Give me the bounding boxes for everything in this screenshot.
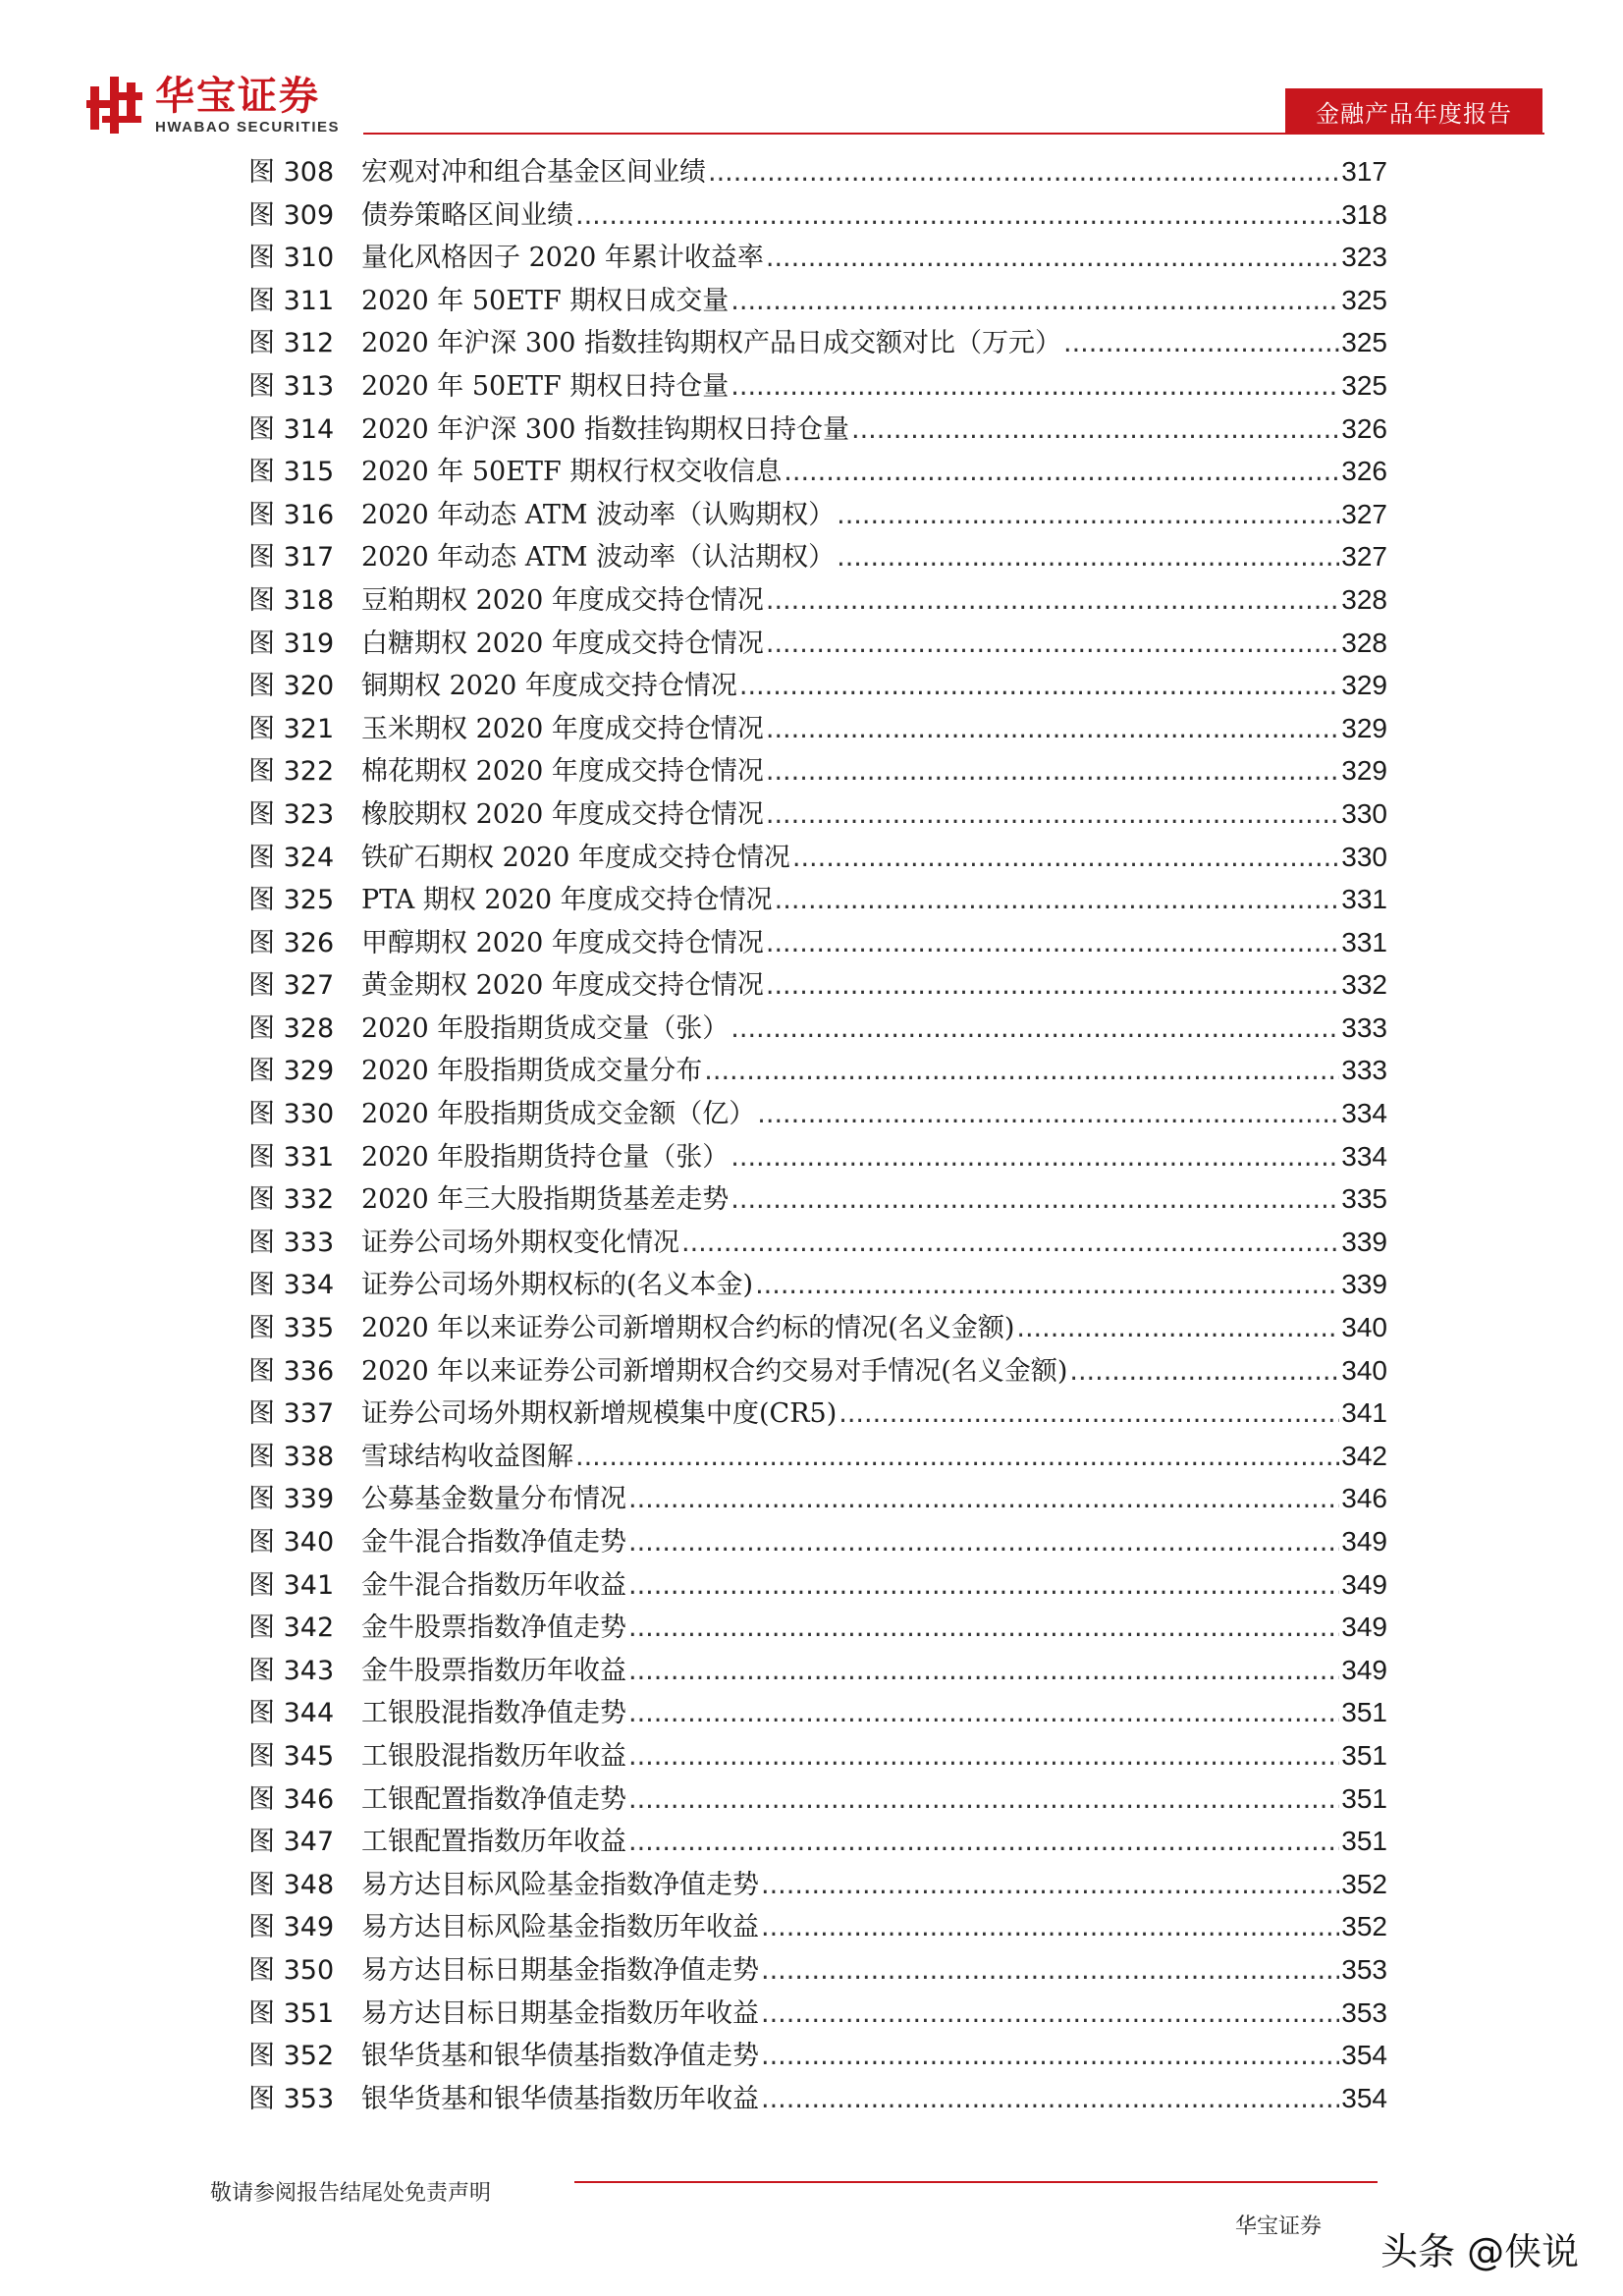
toc-page-number: 349 <box>1341 1654 1387 1685</box>
toc-leader-dots <box>730 1136 1339 1179</box>
toc-figure-number: 图 325 <box>248 885 335 916</box>
toc-figure-title: 易方达目标风险基金指数历年收益 <box>361 1912 759 1943</box>
toc-entry[interactable] <box>248 578 1387 622</box>
toc-entry[interactable] <box>248 793 1387 836</box>
toc-page-number: 325 <box>1341 284 1387 315</box>
toc-figure-title: 银华货基和银华债基指数净值走势 <box>361 2041 759 2072</box>
toc-entry[interactable] <box>248 408 1387 451</box>
toc-leader-dots <box>575 194 1339 238</box>
toc-leader-dots <box>766 579 1339 623</box>
toc-figure-title: 工银股混指数净值走势 <box>361 1698 626 1729</box>
toc-entry[interactable] <box>248 1392 1387 1435</box>
toc-leader-dots <box>755 1264 1339 1307</box>
toc-page-number: 327 <box>1341 498 1387 529</box>
toc-figure-number: 图 348 <box>248 1869 335 1900</box>
toc-page-number: 317 <box>1341 156 1387 187</box>
toc-figure-number: 图 338 <box>248 1441 335 1472</box>
toc-figure-number: 图 339 <box>248 1484 335 1515</box>
figure-index-list <box>248 150 1387 2119</box>
toc-page-number: 352 <box>1341 1868 1387 1899</box>
toc-entry[interactable] <box>248 1177 1387 1221</box>
toc-figure-number: 图 308 <box>248 157 335 188</box>
toc-figure-number: 图 321 <box>248 713 335 744</box>
toc-leader-dots <box>766 623 1339 666</box>
toc-entry[interactable] <box>248 1349 1387 1393</box>
toc-leader-dots <box>837 536 1339 579</box>
toc-leader-dots <box>766 708 1339 751</box>
toc-figure-number: 图 350 <box>248 1954 335 1986</box>
toc-leader-dots <box>628 1607 1339 1650</box>
toc-entry[interactable] <box>248 2077 1387 2120</box>
toc-figure-title: 2020 年沪深 300 指数挂钩期权日持仓量 <box>361 413 849 445</box>
toc-leader-dots <box>839 1393 1339 1436</box>
toc-figure-number: 图 333 <box>248 1227 335 1258</box>
toc-entry[interactable] <box>248 236 1387 279</box>
toc-entry[interactable] <box>248 1820 1387 1863</box>
toc-figure-number: 图 336 <box>248 1355 335 1387</box>
toc-figure-title: 债券策略区间业绩 <box>361 199 573 231</box>
toc-figure-number: 图 353 <box>248 2083 335 2114</box>
toc-entry[interactable] <box>248 1948 1387 1992</box>
hwabao-logo-icon <box>86 73 147 137</box>
toc-leader-dots <box>628 1564 1339 1608</box>
toc-page-number: 333 <box>1341 1011 1387 1043</box>
toc-figure-title: 量化风格因子 2020 年累计收益率 <box>361 243 764 274</box>
toc-page-number: 353 <box>1341 1953 1387 1985</box>
toc-figure-title: 宏观对冲和组合基金区间业绩 <box>361 157 706 188</box>
toc-leader-dots <box>784 451 1339 494</box>
toc-figure-title: 2020 年 50ETF 期权行权交收信息 <box>361 457 783 488</box>
toc-entry[interactable] <box>248 1520 1387 1563</box>
toc-entry[interactable] <box>248 1905 1387 1948</box>
toc-figure-title: 2020 年股指期货成交量（张） <box>361 1012 730 1044</box>
toc-page-number: 340 <box>1341 1312 1387 1343</box>
toc-leader-dots <box>761 1949 1339 1993</box>
toc-page-number: 351 <box>1341 1826 1387 1857</box>
toc-page-number: 332 <box>1341 969 1387 1001</box>
toc-figure-number: 图 332 <box>248 1184 335 1216</box>
toc-figure-number: 图 314 <box>248 413 335 445</box>
toc-page-number: 318 <box>1341 198 1387 230</box>
toc-entry[interactable] <box>248 1221 1387 1264</box>
toc-entry[interactable] <box>248 1477 1387 1520</box>
toc-leader-dots <box>628 1650 1339 1693</box>
toc-figure-number: 图 324 <box>248 842 335 873</box>
toc-figure-title: 2020 年沪深 300 指数挂钩期权产品日成交额对比（万元） <box>361 328 1061 359</box>
toc-page-number: 323 <box>1341 242 1387 273</box>
toc-page-number: 339 <box>1341 1269 1387 1300</box>
toc-figure-title: 2020 年三大股指期货基差走势 <box>361 1184 730 1216</box>
toc-page-number: 351 <box>1341 1739 1387 1771</box>
toc-page-number: 328 <box>1341 627 1387 658</box>
toc-leader-dots <box>575 1436 1339 1479</box>
toc-entry[interactable] <box>248 493 1387 536</box>
toc-page-number: 335 <box>1341 1183 1387 1215</box>
toc-entry[interactable] <box>248 279 1387 322</box>
toc-figure-title: 雪球结构收益图解 <box>361 1441 573 1472</box>
toc-figure-number: 图 329 <box>248 1056 335 1087</box>
toc-figure-number: 图 316 <box>248 499 335 530</box>
toc-figure-title: 2020 年以来证券公司新增期权合约标的情况(名义金额) <box>361 1313 1015 1344</box>
toc-figure-number: 图 320 <box>248 671 335 702</box>
toc-entry[interactable] <box>248 749 1387 793</box>
toc-figure-title: 工银配置指数净值走势 <box>361 1783 626 1815</box>
toc-entry[interactable] <box>248 707 1387 750</box>
toc-leader-dots <box>628 1478 1339 1521</box>
company-logo <box>86 71 340 139</box>
toc-entry[interactable] <box>248 2034 1387 2077</box>
toc-entry[interactable] <box>248 1092 1387 1135</box>
toc-figure-title: 2020 年动态 ATM 波动率（认沽期权） <box>361 542 836 574</box>
toc-page-number: 330 <box>1341 841 1387 872</box>
toc-page-number: 333 <box>1341 1055 1387 1086</box>
toc-leader-dots <box>628 1521 1339 1564</box>
toc-figure-number: 图 347 <box>248 1827 335 1858</box>
toc-figure-title: 2020 年股指期货持仓量（张） <box>361 1141 730 1173</box>
toc-figure-title: 易方达目标日期基金指数净值走势 <box>361 1954 759 1986</box>
toc-entry[interactable] <box>248 1777 1387 1821</box>
toc-leader-dots <box>837 494 1339 537</box>
toc-figure-number: 图 331 <box>248 1141 335 1173</box>
toc-leader-dots <box>766 793 1339 837</box>
toc-entry[interactable] <box>248 321 1387 364</box>
toc-page-number: 329 <box>1341 670 1387 701</box>
logo-text <box>155 74 340 137</box>
toc-figure-number: 图 344 <box>248 1698 335 1729</box>
toc-entry[interactable] <box>248 1863 1387 1906</box>
toc-leader-dots <box>851 409 1339 452</box>
toc-leader-dots <box>730 280 1339 323</box>
report-type-tag: 金融产品年度报告 <box>1285 88 1542 135</box>
toc-figure-number: 图 317 <box>248 542 335 574</box>
toc-leader-dots <box>766 750 1339 793</box>
toc-page-number: 351 <box>1341 1697 1387 1728</box>
toc-leader-dots <box>761 1993 1339 2036</box>
toc-figure-number: 图 315 <box>248 457 335 488</box>
toc-leader-dots <box>730 1008 1339 1051</box>
toc-leader-dots <box>775 879 1340 922</box>
toc-figure-title: 白糖期权 2020 年度成交持仓情况 <box>361 628 764 659</box>
toc-entry[interactable] <box>248 1306 1387 1349</box>
toc-page-number: 354 <box>1341 2040 1387 2071</box>
toc-figure-title: 甲醇期权 2020 年度成交持仓情况 <box>361 927 764 958</box>
toc-figure-title: 2020 年以来证券公司新增期权合约交易对手情况(名义金额) <box>361 1355 1068 1387</box>
toc-figure-number: 图 351 <box>248 1997 335 2029</box>
toc-figure-title: 金牛股票指数净值走势 <box>361 1613 626 1644</box>
toc-leader-dots <box>681 1222 1339 1265</box>
toc-figure-title: 易方达目标日期基金指数历年收益 <box>361 1997 759 2029</box>
toc-leader-dots <box>1016 1307 1339 1350</box>
toc-entry[interactable] <box>248 1734 1387 1777</box>
toc-figure-number: 图 309 <box>248 199 335 231</box>
toc-figure-number: 图 311 <box>248 285 335 316</box>
toc-figure-number: 图 327 <box>248 970 335 1002</box>
toc-leader-dots <box>766 964 1339 1008</box>
toc-page-number: 346 <box>1341 1483 1387 1514</box>
toc-figure-title: 2020 年 50ETF 期权日成交量 <box>361 285 730 316</box>
toc-figure-title: 2020 年 50ETF 期权日持仓量 <box>361 370 730 402</box>
toc-entry[interactable] <box>248 1606 1387 1649</box>
toc-page-number: 334 <box>1341 1098 1387 1129</box>
toc-figure-number: 图 352 <box>248 2041 335 2072</box>
toc-figure-title: 易方达目标风险基金指数净值走势 <box>361 1869 759 1900</box>
toc-page-number: 328 <box>1341 583 1387 615</box>
toc-leader-dots <box>739 665 1339 708</box>
toc-page-number: 329 <box>1341 712 1387 743</box>
toc-entry[interactable] <box>248 664 1387 707</box>
toc-entry[interactable] <box>248 1049 1387 1092</box>
toc-entry[interactable] <box>248 622 1387 665</box>
toc-figure-number: 图 346 <box>248 1783 335 1815</box>
toc-figure-number: 图 335 <box>248 1313 335 1344</box>
watermark: 头条 @侠说 <box>1380 2230 1580 2273</box>
toc-leader-dots <box>761 2035 1339 2078</box>
toc-leader-dots <box>761 1864 1339 1907</box>
toc-leader-dots <box>757 1093 1339 1136</box>
logo-chinese-name: 华宝证券 <box>155 74 320 119</box>
toc-page-number: 331 <box>1341 884 1387 915</box>
toc-figure-title: 2020 年动态 ATM 波动率（认购期权） <box>361 499 836 530</box>
toc-figure-number: 图 343 <box>248 1655 335 1686</box>
toc-entry[interactable] <box>248 1435 1387 1478</box>
toc-figure-title: 玉米期权 2020 年度成交持仓情况 <box>361 713 764 744</box>
toc-leader-dots <box>761 2078 1339 2121</box>
toc-figure-title: 公募基金数量分布情况 <box>361 1484 626 1515</box>
toc-entry[interactable] <box>248 1563 1387 1607</box>
toc-figure-number: 图 318 <box>248 584 335 616</box>
toc-figure-title: 铜期权 2020 年度成交持仓情况 <box>361 671 737 702</box>
toc-page-number: 326 <box>1341 412 1387 444</box>
toc-page-number: 325 <box>1341 369 1387 401</box>
toc-entry[interactable] <box>248 1992 1387 2035</box>
toc-page-number: 327 <box>1341 541 1387 573</box>
toc-entry[interactable] <box>248 1135 1387 1178</box>
toc-leader-dots <box>730 1178 1339 1222</box>
toc-figure-title: 铁矿石期权 2020 年度成交持仓情况 <box>361 842 790 873</box>
toc-figure-number: 图 342 <box>248 1613 335 1644</box>
toc-figure-title: PTA 期权 2020 年度成交持仓情况 <box>361 885 773 916</box>
toc-page-number: 341 <box>1341 1397 1387 1429</box>
toc-figure-title: 黄金期权 2020 年度成交持仓情况 <box>361 970 764 1002</box>
footer-company: 华宝证券 <box>1235 2214 1323 2239</box>
toc-entry[interactable] <box>248 364 1387 408</box>
toc-figure-number: 图 337 <box>248 1398 335 1430</box>
toc-leader-dots <box>792 837 1339 880</box>
toc-entry[interactable] <box>248 963 1387 1007</box>
toc-figure-number: 图 312 <box>248 328 335 359</box>
toc-figure-number: 图 310 <box>248 243 335 274</box>
toc-leader-dots <box>761 1906 1339 1949</box>
toc-page-number: 353 <box>1341 1996 1387 2028</box>
toc-entry[interactable] <box>248 1007 1387 1050</box>
toc-leader-dots <box>766 922 1339 965</box>
toc-page-number: 331 <box>1341 926 1387 957</box>
toc-figure-title: 银华货基和银华债基指数历年收益 <box>361 2083 759 2114</box>
toc-page-number: 349 <box>1341 1612 1387 1643</box>
toc-page-number: 329 <box>1341 755 1387 787</box>
toc-page-number: 339 <box>1341 1226 1387 1257</box>
toc-figure-number: 图 323 <box>248 798 335 830</box>
footer-divider <box>574 2181 1378 2183</box>
toc-figure-title: 棉花期权 2020 年度成交持仓情况 <box>361 756 764 788</box>
toc-figure-number: 图 340 <box>248 1527 335 1558</box>
toc-page-number: 354 <box>1341 2082 1387 2113</box>
toc-page-number: 330 <box>1341 797 1387 829</box>
toc-figure-title: 工银股混指数历年收益 <box>361 1740 626 1772</box>
toc-figure-title: 金牛股票指数历年收益 <box>361 1655 626 1686</box>
toc-figure-number: 图 313 <box>248 370 335 402</box>
toc-figure-title: 豆粕期权 2020 年度成交持仓情况 <box>361 584 764 616</box>
toc-page-number: 349 <box>1341 1568 1387 1600</box>
toc-leader-dots <box>628 1692 1339 1735</box>
toc-figure-number: 图 322 <box>248 756 335 788</box>
toc-entry[interactable] <box>248 1263 1387 1306</box>
toc-page-number: 325 <box>1341 327 1387 358</box>
toc-entry[interactable] <box>248 921 1387 964</box>
toc-leader-dots <box>730 365 1339 409</box>
toc-leader-dots <box>708 151 1339 194</box>
toc-page-number: 351 <box>1341 1782 1387 1814</box>
toc-page-number: 342 <box>1341 1440 1387 1471</box>
toc-figure-title: 金牛混合指数历年收益 <box>361 1569 626 1601</box>
toc-leader-dots <box>1069 1350 1339 1394</box>
toc-entry[interactable] <box>248 150 1387 193</box>
toc-page-number: 340 <box>1341 1354 1387 1386</box>
toc-figure-number: 图 349 <box>248 1912 335 1943</box>
toc-figure-number: 图 334 <box>248 1270 335 1301</box>
logo-english-name: HWABAO SECURITIES <box>155 119 341 136</box>
toc-page-number: 352 <box>1341 1911 1387 1942</box>
toc-figure-number: 图 326 <box>248 927 335 958</box>
toc-entry[interactable] <box>248 450 1387 493</box>
toc-leader-dots <box>766 237 1339 280</box>
toc-page-number: 349 <box>1341 1526 1387 1557</box>
toc-figure-title: 证券公司场外期权标的(名义本金) <box>361 1270 754 1301</box>
toc-entry[interactable] <box>248 1649 1387 1692</box>
toc-figure-number: 图 330 <box>248 1099 335 1130</box>
toc-entry[interactable] <box>248 1691 1387 1734</box>
toc-figure-title: 工银配置指数历年收益 <box>361 1827 626 1858</box>
toc-figure-number: 图 345 <box>248 1740 335 1772</box>
toc-leader-dots <box>628 1778 1339 1822</box>
toc-figure-number: 图 328 <box>248 1012 335 1044</box>
toc-leader-dots <box>628 1821 1339 1864</box>
toc-figure-number: 图 319 <box>248 628 335 659</box>
toc-figure-title: 橡胶期权 2020 年度成交持仓情况 <box>361 798 764 830</box>
toc-page-number: 334 <box>1341 1140 1387 1172</box>
toc-figure-title: 2020 年股指期货成交金额（亿） <box>361 1099 756 1130</box>
toc-entry[interactable] <box>248 193 1387 237</box>
toc-page-number: 326 <box>1341 456 1387 487</box>
toc-figure-number: 图 341 <box>248 1569 335 1601</box>
toc-entry[interactable] <box>248 535 1387 578</box>
footer-disclaimer: 敬请参阅报告结尾处免责声明 <box>210 2181 492 2206</box>
toc-entry[interactable] <box>248 878 1387 921</box>
toc-figure-title: 证券公司场外期权变化情况 <box>361 1227 679 1258</box>
toc-leader-dots <box>628 1735 1339 1778</box>
toc-leader-dots <box>704 1050 1339 1093</box>
toc-figure-title: 金牛混合指数净值走势 <box>361 1527 626 1558</box>
toc-leader-dots <box>1063 322 1339 365</box>
toc-figure-title: 2020 年股指期货成交量分布 <box>361 1056 703 1087</box>
toc-figure-title: 证券公司场外期权新增规模集中度(CR5) <box>361 1398 838 1430</box>
toc-entry[interactable] <box>248 836 1387 879</box>
